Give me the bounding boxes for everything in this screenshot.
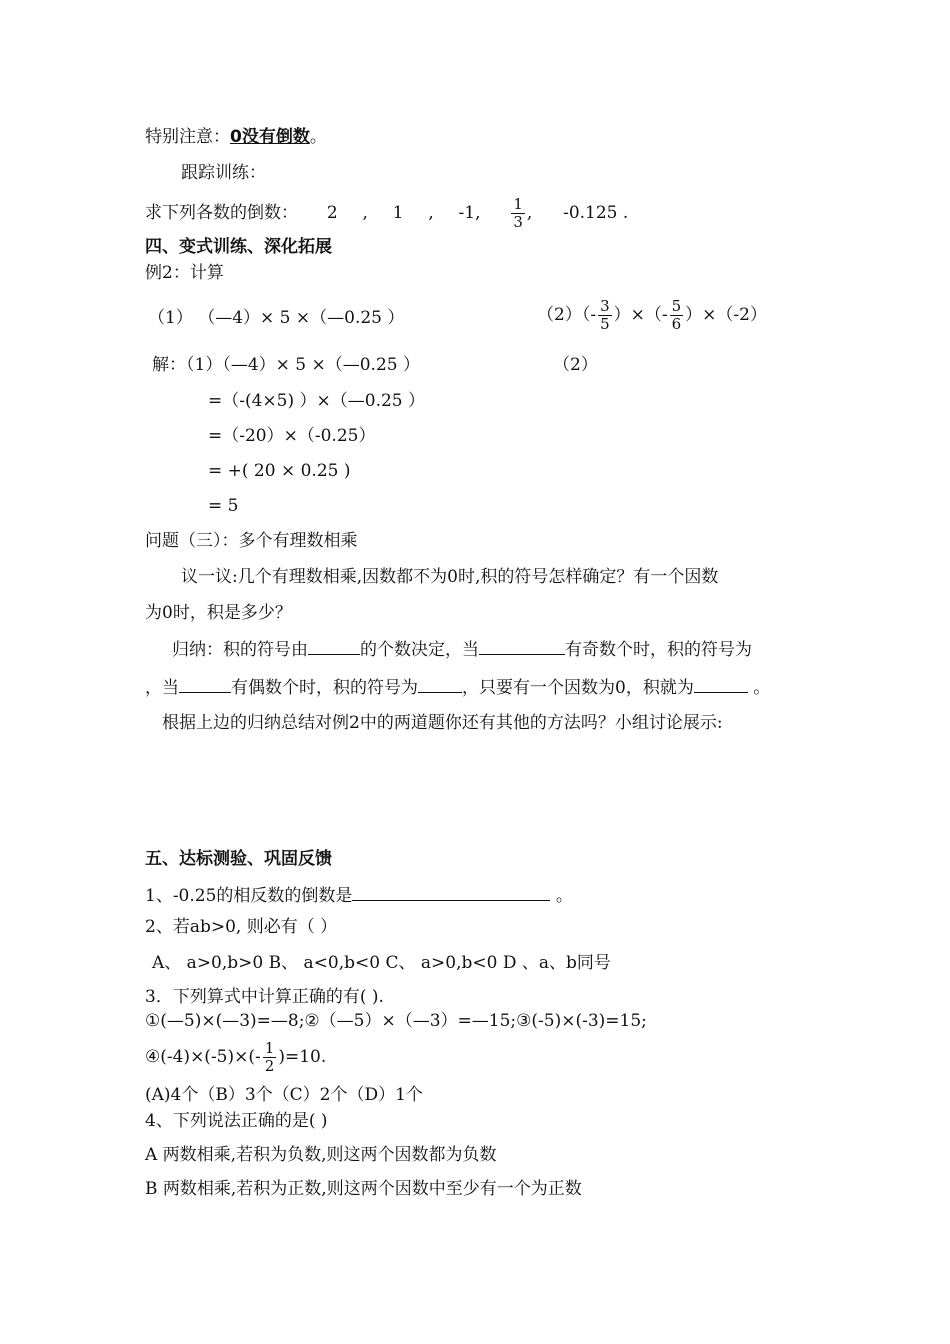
question-3-line-2-text: ④(-4)×(-5)×(- xyxy=(145,1047,261,1067)
answer-blank[interactable] xyxy=(352,884,550,901)
note-prefix: 特别注意： xyxy=(145,127,230,147)
fraction-five-sixths xyxy=(670,298,684,333)
reciprocal-item: -1, xyxy=(458,203,481,223)
summary-text: 。 xyxy=(747,678,771,698)
summary-text: 有奇数个时，积的符号为 xyxy=(565,640,752,660)
answer-blank[interactable] xyxy=(479,638,565,655)
fraction-denominator: 6 xyxy=(671,315,682,333)
special-note xyxy=(145,126,327,148)
answer-blank[interactable] xyxy=(418,676,462,693)
reciprocal-item: 2 xyxy=(326,203,338,223)
reciprocal-last: -0.125 . xyxy=(563,203,629,223)
fraction-one-half xyxy=(263,1040,277,1075)
note-suffix: 。 xyxy=(309,127,327,147)
question-1 xyxy=(145,884,573,907)
summary-text: ，只要有一个因数为0，积就为 xyxy=(462,678,694,698)
fraction-denominator: 5 xyxy=(600,315,610,333)
fraction-denominator: 2 xyxy=(264,1057,275,1075)
solution-step: = +( 20 × 0.25 ) xyxy=(208,461,351,481)
question-3-line-1: ①(—5)×(—3)=—8;②（—5）×（—3）=—15;③(-5)×(-3)=15; xyxy=(145,1011,647,1031)
question-4-option-b: B 两数相乘,若积为正数,则这两个因数中至少有一个为正数 xyxy=(145,1179,582,1199)
reciprocal-item: , xyxy=(362,203,368,223)
problem2-end: ）×（-2） xyxy=(685,305,767,325)
question-3-line-2-end: )=10. xyxy=(278,1047,327,1067)
example2-label: 例2：计算 xyxy=(145,263,224,283)
reciprocal-item: 1 xyxy=(392,203,404,223)
reciprocal-question-text: 求下列各数的倒数： xyxy=(145,203,298,223)
fraction-one-third xyxy=(511,196,525,231)
question-1-end: 。 xyxy=(550,886,573,906)
problem-1: （1） （—4）× 5 ×（—0.25 ） xyxy=(148,308,405,328)
section5-title: 五、达标测验、巩固反馈 xyxy=(145,849,332,869)
fraction-three-fifths xyxy=(598,298,612,333)
fraction-numerator: 5 xyxy=(671,297,682,315)
section4-title: 四、变式训练、深化拓展 xyxy=(145,237,332,257)
solution-step: = 5 xyxy=(208,496,239,516)
solution-part2: （2） xyxy=(553,355,598,375)
answer-blank[interactable] xyxy=(308,638,360,655)
summary-text: 归纳：积的符号由 xyxy=(172,640,308,660)
fraction-numerator: 3 xyxy=(600,297,610,315)
solution-step: =（-(4×5) ）×（—0.25 ） xyxy=(208,391,426,411)
reciprocal-item: , xyxy=(428,203,434,223)
summary-text: ，当 xyxy=(145,678,179,698)
question-1-text: 1、-0.25的相反数的倒数是 xyxy=(145,886,353,906)
fraction-denominator: 3 xyxy=(513,213,523,231)
problem2-mid: ）×（- xyxy=(613,305,668,325)
problem2-prefix: （2）（- xyxy=(537,305,597,325)
discuss-line-1: 议一议:几个有理数相乘,因数都不为0时,积的符号怎样确定？有一个因数 xyxy=(181,567,719,587)
problem-2 xyxy=(537,298,767,333)
fraction-numerator: 1 xyxy=(264,1039,275,1057)
discuss-line-2: 为0时，积是多少？ xyxy=(145,603,292,623)
solution-step: =（-20）×（-0.25） xyxy=(208,426,376,446)
summary-text: 有偶数个时，积的符号为 xyxy=(231,678,418,698)
question3-title: 问题（三）：多个有理数相乘 xyxy=(145,531,358,551)
solution-label: 解：（1）（—4）× 5 ×（—0.25 ） xyxy=(152,355,420,375)
question-2-options: A、 a>0,b>0 B、 a<0,b<0 C、 a>0,b<0 D 、a、b同号 xyxy=(152,953,611,973)
summary-line-2 xyxy=(145,676,770,699)
answer-blank[interactable] xyxy=(694,676,748,693)
note-emphasis: 0没有倒数 xyxy=(230,127,310,147)
answer-blank[interactable] xyxy=(179,676,231,693)
group-discussion: 根据上边的归纳总结对例2中的两道题你还有其他的方法吗？小组讨论展示: xyxy=(162,713,723,733)
question-4-option-a: A 两数相乘,若积为负数,则这两个因数都为负数 xyxy=(145,1145,497,1165)
reciprocal-comma: , xyxy=(526,203,533,223)
question-4-stem: 4、下列说法正确的是( ) xyxy=(145,1111,328,1131)
reciprocal-question xyxy=(145,196,628,231)
question-3-line-2 xyxy=(145,1040,326,1075)
question-2-stem: 2、若ab>0, 则必有（ ） xyxy=(145,917,338,937)
question-3-options: (A)4个（B）3个（C）2个（D）1个 xyxy=(145,1085,423,1105)
summary-line-1 xyxy=(172,638,752,661)
track-training-title: 跟踪训练： xyxy=(181,163,266,183)
fraction-numerator: 1 xyxy=(513,195,523,213)
summary-text: 的个数决定，当 xyxy=(360,640,479,660)
question-3-stem: 3．下列算式中计算正确的有( ). xyxy=(145,987,384,1007)
